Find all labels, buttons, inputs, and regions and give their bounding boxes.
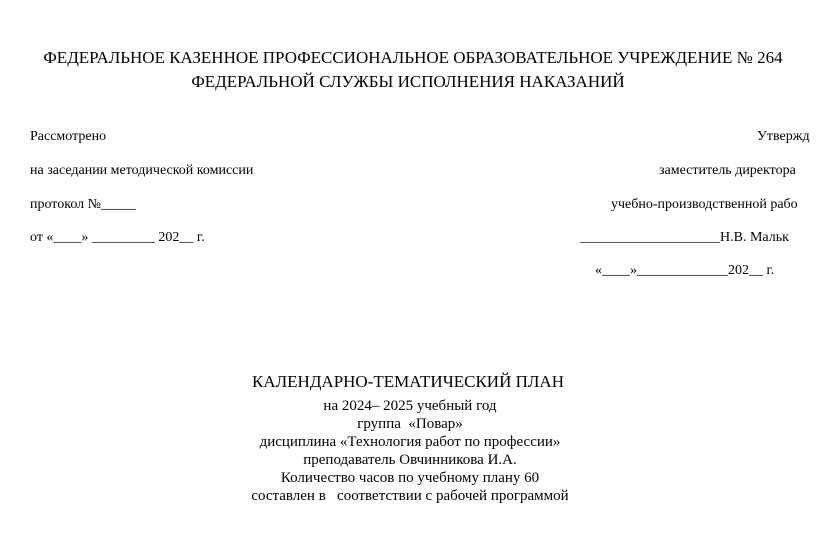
plan-year: на 2024– 2025 учебный год: [323, 398, 497, 414]
plan-hours: Количество часов по учебному плану 60: [280, 470, 540, 486]
approval-date: «____»_____________202__ г.: [595, 263, 775, 278]
plan-group: группа «Повар»: [357, 416, 463, 432]
approval-department: учебно-производственной рабо: [611, 197, 798, 212]
review-protocol: протокол №_____: [30, 197, 136, 212]
plan-discipline: дисциплина «Технология работ по профессии»: [259, 434, 561, 450]
review-commission: на заседании методической комиссии: [30, 163, 254, 178]
approval-signature: ____________________Н.В. Мальк: [580, 230, 789, 245]
approval-position: заместитель директора: [659, 163, 796, 178]
institution-service: ФЕДЕРАЛЬНОЙ СЛУЖБЫ ИСПОЛНЕНИЯ НАКАЗАНИЙ: [191, 72, 625, 91]
plan-teacher: преподаватель Овчинникова И.А.: [303, 452, 517, 468]
institution-name: ФЕДЕРАЛЬНОЕ КАЗЕННОЕ ПРОФЕССИОНАЛЬНОЕ ОБРАЗОВАТЕЛЬНОЕ УЧРЕЖДЕНИЕ № 264: [43, 48, 783, 67]
plan-compiled: составлен в соответствии с рабочей программой: [251, 488, 569, 504]
review-title: Рассмотрено: [30, 129, 107, 144]
review-date: от «____» _________ 202__ г.: [30, 230, 205, 245]
plan-title: КАЛЕНДАРНО-ТЕМАТИЧЕСКИЙ ПЛАН: [252, 372, 564, 391]
approval-title: Утвержд: [757, 129, 810, 144]
